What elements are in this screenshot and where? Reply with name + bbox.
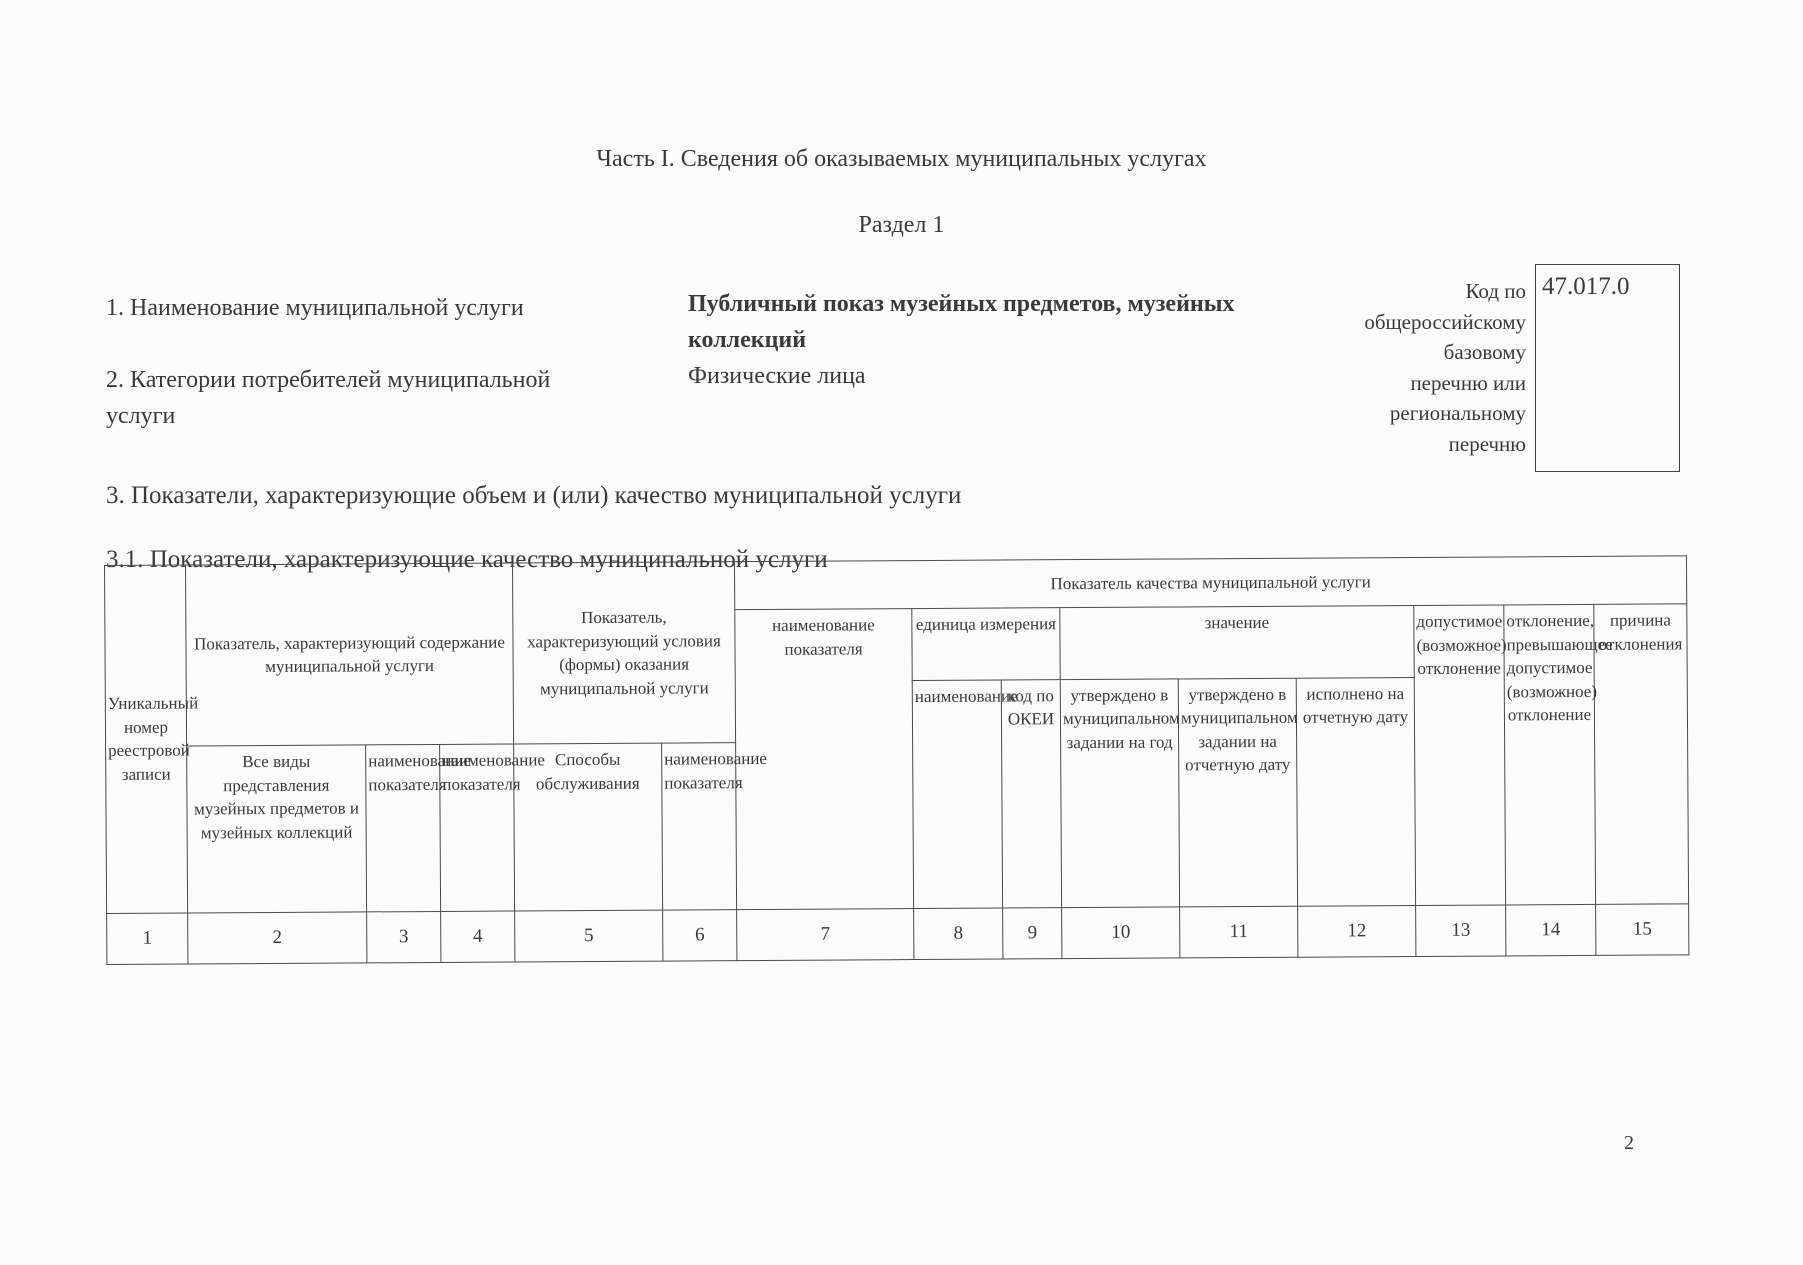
header-quality-name: наименование показателя	[735, 609, 914, 910]
column-number: 15	[1596, 904, 1689, 956]
column-number: 2	[188, 912, 367, 964]
header-unit-name: наименование	[912, 680, 1002, 909]
header-group-conditions: Показатель, характеризующий условия (формы) оказания муниципальной услуги	[513, 562, 736, 744]
header-all-types: Все виды представления музейных предметов и музейных коллекций	[187, 745, 367, 913]
code-value: 47.017.0	[1542, 273, 1630, 300]
header-value: значение	[1060, 606, 1414, 680]
section31-title: 3.1. Показатели, характеризующие качество муниципальной услуги	[106, 546, 828, 573]
item2-label-line1: 2. Категории потребителей муниципальной	[106, 367, 551, 393]
header-okei-code: код по ОКЕИ	[1001, 679, 1061, 907]
header-exceeding-deviation: отклонение, превышающее допустимое (возможное) отклонение	[1504, 604, 1596, 904]
item1-label: 1. Наименование муниципальной услуги	[106, 295, 524, 321]
header-approved-date: утверждено в муниципальном задании на отчетную дату	[1178, 678, 1297, 907]
header-unit: единица измерения	[912, 608, 1060, 681]
column-number: 4	[441, 911, 515, 963]
item1-value	[688, 286, 1348, 358]
code-label-line: региональному	[1389, 401, 1526, 425]
column-number: 13	[1416, 905, 1506, 957]
column-number: 11	[1180, 906, 1298, 958]
header-indicator-name: наименование показателя	[440, 744, 515, 911]
column-number: 8	[914, 908, 1003, 960]
header-unique-record: Уникальный номер реестровой записи	[105, 565, 188, 913]
column-number: 1	[107, 913, 188, 965]
item2-label	[106, 362, 686, 434]
column-number: 9	[1003, 907, 1062, 959]
code-label-line: Код по	[1465, 279, 1526, 303]
header-indicator-name: наименование показателя	[662, 743, 737, 910]
code-box	[1535, 264, 1680, 472]
header-group-quality: Показатель качества муниципальной услуги	[735, 556, 1687, 610]
item2-label-line2: услуги	[106, 403, 176, 429]
item1-value-line1: Публичный показ музейных предметов, музейных	[688, 291, 1235, 317]
column-number: 14	[1506, 904, 1596, 956]
section-title: Раздел 1	[858, 212, 945, 238]
header-allowed-deviation: допустимое (возможное) отклонение	[1414, 605, 1506, 905]
header-approved-year: утверждено в муниципальном задании на год	[1060, 679, 1179, 908]
code-label-line: базовому	[1443, 340, 1526, 364]
column-number: 5	[515, 910, 663, 962]
code-label	[1300, 276, 1526, 459]
column-number: 10	[1062, 907, 1180, 959]
column-number: 7	[737, 908, 914, 960]
column-number: 12	[1298, 905, 1416, 957]
header-service-methods: Способы обслуживания	[514, 743, 663, 911]
item1-value-line2: коллекций	[688, 327, 807, 353]
column-number: 6	[663, 909, 737, 961]
header-indicator-name: наименование показателя	[366, 745, 441, 912]
item2-value: Физические лица	[688, 363, 866, 389]
section3-title: 3. Показатели, характеризующие объем и (или) качество муниципальной услуги	[106, 482, 962, 509]
header-group-content: Показатель, характеризующий содержание муниципальной услуги	[186, 563, 514, 746]
header-executed: исполнено на отчетную дату	[1296, 677, 1415, 906]
code-label-line: перечню	[1448, 431, 1526, 456]
code-label-line: общероссийскому	[1364, 309, 1526, 334]
part-title: Часть I. Сведения об оказываемых муниципальных услугах	[596, 146, 1207, 172]
quality-indicators-table	[104, 555, 1689, 965]
header-deviation-reason: причина отклонения	[1594, 604, 1689, 904]
column-number: 3	[367, 911, 441, 963]
page-number: 2	[1624, 1132, 1634, 1154]
code-label-line: перечню или	[1410, 370, 1526, 395]
